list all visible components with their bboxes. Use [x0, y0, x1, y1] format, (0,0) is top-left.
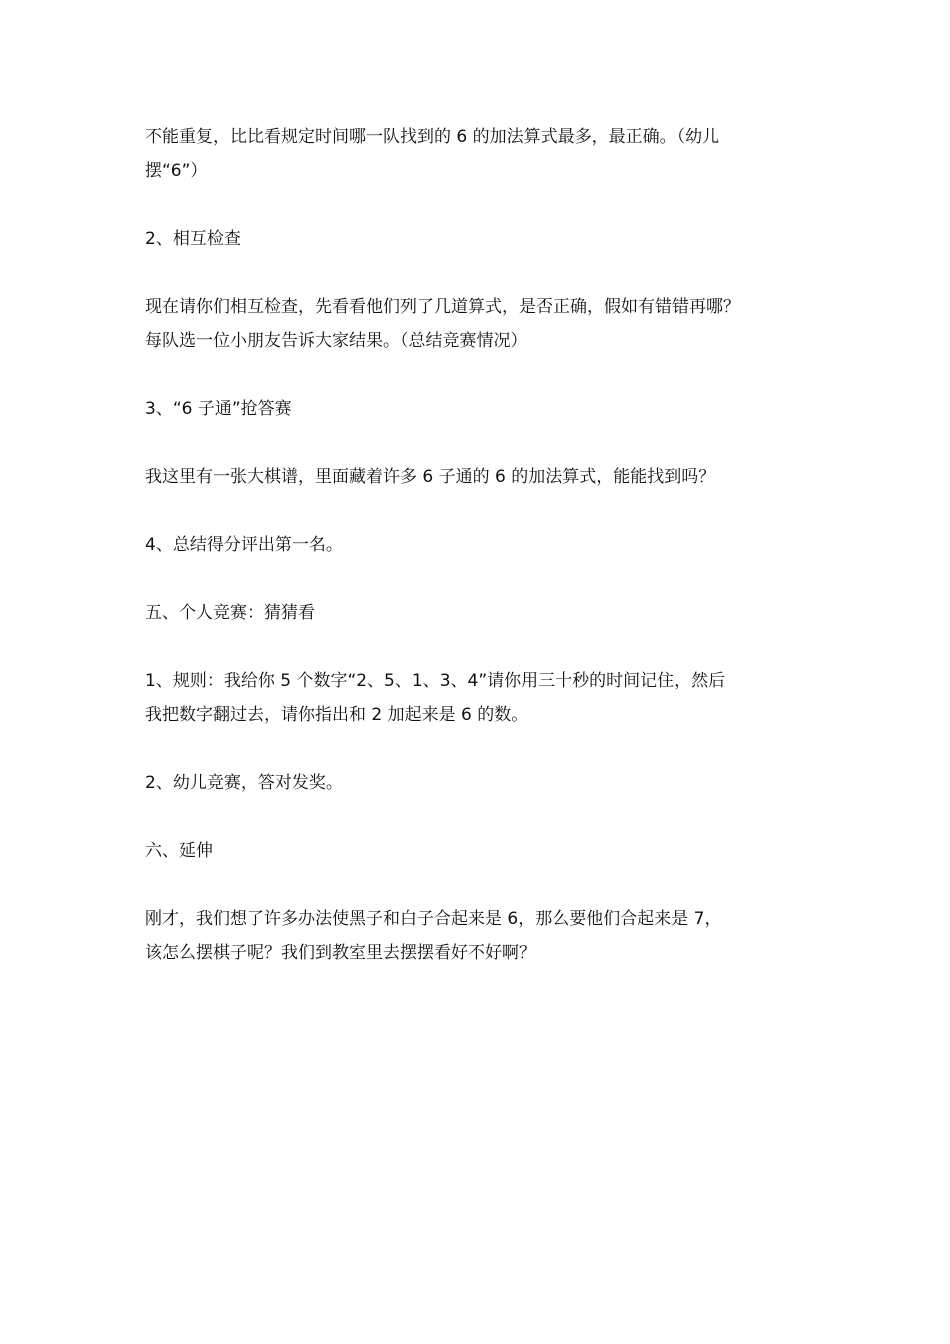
- paragraph-gap: [145, 868, 810, 902]
- heading-mutual-check: 2、相互检查: [145, 229, 241, 249]
- paragraph-individual-rules: 1、规则：我给你 5 个数字“2、5、1、3、4”请你用三十秒的时间记住，然后 我把数字翻过去，请你指出和 2 加起来是 6 的数。: [145, 671, 726, 725]
- paragraph-gap: [145, 494, 810, 528]
- paragraph-mutual-check: 现在请你们相互检查，先看看他们列了几道算式，是否正确，假如有错错再哪？ 每队选一位小朋友告诉大家结果。（总结竞赛情况）: [145, 297, 740, 351]
- document-body: [145, 120, 810, 970]
- paragraph-children-contest: 2、幼儿竞赛，答对发奖。: [145, 773, 343, 793]
- paragraph-extension: 刚才，我们想了许多办法使黑子和白子合起来是 6，那么要他们合起来是 7， 该怎么摆棋子呢？我们到教室里去摆摆看好不好啊？: [145, 909, 722, 963]
- paragraph-gap: [145, 800, 810, 834]
- paragraph-gap: [145, 188, 810, 222]
- heading-quiz-contest: 3、“6 子通”抢答赛: [145, 399, 292, 419]
- paragraph-gap: [145, 630, 810, 664]
- heading-scoring: 4、总结得分评出第一名。: [145, 535, 343, 555]
- paragraph-gap: [145, 256, 810, 290]
- paragraph-rules-continuation: 不能重复，比比看规定时间哪一队找到的 6 的加法算式最多，最正确。（幼儿 摆“6”）: [145, 127, 720, 181]
- paragraph-gap: [145, 732, 810, 766]
- paragraph-quiz-contest: 我这里有一张大棋谱，里面藏着许多 6 子通的 6 的加法算式，能能找到吗？: [145, 467, 716, 487]
- paragraph-gap: [145, 426, 810, 460]
- paragraph-gap: [145, 562, 810, 596]
- section-heading-extension: 六、延伸: [145, 841, 213, 861]
- section-heading-individual-contest: 五、个人竞赛：猜猜看: [145, 603, 315, 623]
- paragraph-gap: [145, 358, 810, 392]
